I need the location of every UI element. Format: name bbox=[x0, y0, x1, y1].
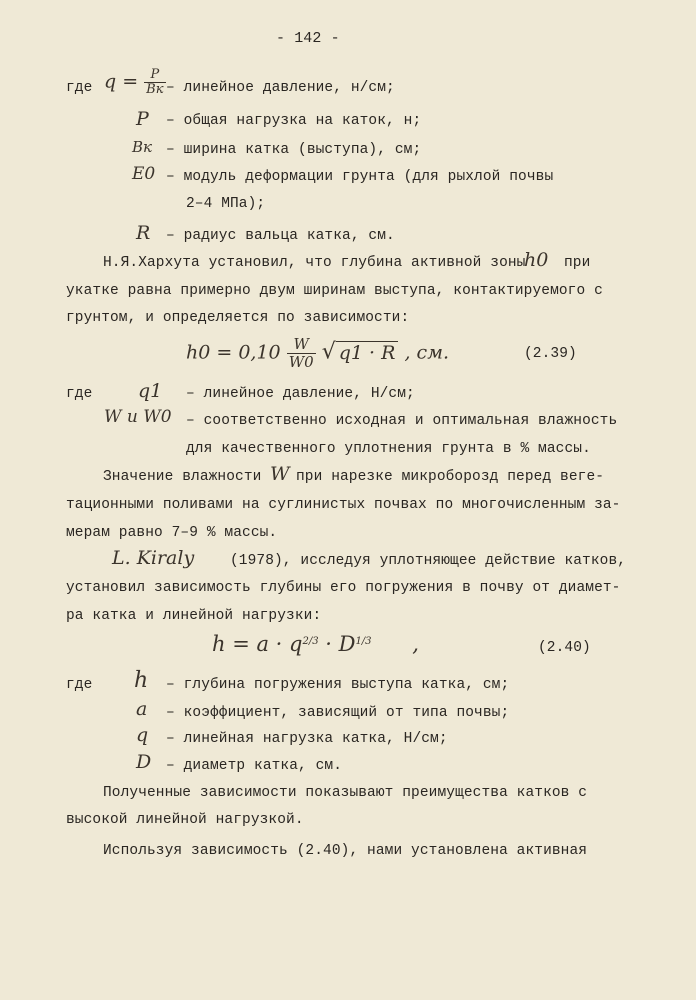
definition-text: – линейное давление, н/см; bbox=[166, 80, 395, 96]
q-formula-lhs: q = bbox=[104, 70, 139, 93]
symbol-e0: E0 bbox=[132, 164, 156, 184]
symbol-w: W bbox=[270, 463, 290, 485]
author-name: L. Kiraly bbox=[112, 547, 195, 569]
definition-text: – линейное давление, Н/см; bbox=[186, 386, 415, 402]
definition-text: – коэффициент, зависящий от типа почвы; bbox=[166, 705, 510, 721]
page-number: - 142 - bbox=[276, 30, 340, 47]
q-formula-fraction bbox=[144, 68, 165, 97]
where-label: где bbox=[66, 80, 93, 96]
q-formula-denominator: Bк bbox=[146, 82, 164, 97]
definition-text: – общая нагрузка на каток, н; bbox=[166, 113, 422, 129]
eq240-exponent-1: 2/3 bbox=[302, 636, 319, 647]
equation-2-40 bbox=[212, 632, 419, 656]
equation-number: (2.39) bbox=[524, 346, 577, 362]
symbol-r: R bbox=[136, 222, 151, 244]
eq239-lhs: h0 = 0,10 bbox=[186, 341, 281, 364]
where-label: где bbox=[66, 677, 93, 693]
definition-text: – диаметр катка, см. bbox=[166, 758, 343, 774]
symbol-p: P bbox=[136, 108, 149, 130]
paragraph-line: тационными поливами на суглинистых почвах по многочисленным за- bbox=[66, 497, 621, 513]
eq239-denominator: W0 bbox=[288, 353, 314, 371]
definition-text: – глубина погружения выступа катка, см; bbox=[166, 677, 510, 693]
symbol-q: q bbox=[136, 724, 149, 746]
paragraph-line: грунтом, и определяется по зависимости: bbox=[66, 310, 410, 326]
paragraph-line: при нарезке микроборозд перед веге- bbox=[296, 469, 605, 485]
symbol-d: D bbox=[136, 751, 152, 773]
eq240-formula: h = a · q bbox=[212, 632, 303, 656]
symbol-q1: q1 bbox=[138, 380, 163, 402]
definition-text: – соответственно исходная и оптимальная влажность bbox=[186, 413, 618, 429]
eq240-exponent-2: 1/3 bbox=[355, 636, 372, 647]
eq240-mid: · D bbox=[325, 632, 356, 656]
paragraph-line: при bbox=[564, 255, 591, 271]
symbol-h0: h0 bbox=[524, 249, 549, 271]
equation-2-39 bbox=[186, 336, 449, 371]
definition-text: для качественного уплотнения грунта в % массы. bbox=[186, 441, 591, 457]
eq239-fraction bbox=[287, 336, 316, 371]
q-formula-numerator: P bbox=[144, 68, 165, 83]
definition-text: 2–4 МПа); bbox=[186, 196, 266, 212]
symbol-h: h bbox=[134, 668, 149, 693]
paragraph-line: мерам равно 7–9 % массы. bbox=[66, 525, 278, 541]
definition-text: – модуль деформации грунта (для рыхлой почвы bbox=[166, 169, 554, 185]
symbol-bk: Bк bbox=[132, 138, 152, 156]
paragraph-line: высокой линейной нагрузкой. bbox=[66, 812, 304, 828]
paragraph-line: ра катка и линейной нагрузки: bbox=[66, 608, 322, 624]
paragraph-line: установил зависимость глубины его погружения в почву от диамет- bbox=[66, 580, 621, 596]
definition-text: – линейная нагрузка катка, Н/см; bbox=[166, 731, 448, 747]
symbol-a: a bbox=[136, 698, 148, 720]
sqrt-sign: √ bbox=[321, 339, 336, 365]
paragraph-line: Полученные зависимости показывают преимущества катков с bbox=[103, 785, 588, 801]
equation-number: (2.40) bbox=[538, 640, 591, 656]
definition-text: – ширина катка (выступа), см; bbox=[166, 142, 422, 158]
eq239-unit: , см. bbox=[404, 341, 449, 364]
paragraph-line: укатке равна примерно двум ширинам выступа, контактируемого с bbox=[66, 283, 603, 299]
eq239-numerator: W bbox=[287, 336, 316, 354]
eq239-root: q1 · R bbox=[336, 341, 399, 364]
paragraph-line: Значение влажности bbox=[103, 469, 262, 485]
symbol-w-and-w0: W и W0 bbox=[104, 407, 172, 427]
where-label: где bbox=[66, 386, 93, 402]
paragraph-line: (1978), исследуя уплотняющее действие катков, bbox=[230, 553, 627, 569]
definition-text: – радиус вальца катка, см. bbox=[166, 228, 395, 244]
paragraph-line: Н.Я.Хархута установил, что глубина активной зоны bbox=[103, 255, 526, 271]
eq240-tail: , bbox=[412, 632, 419, 656]
paragraph-line: Используя зависимость (2.40), нами установлена активная bbox=[103, 843, 588, 859]
q-formula bbox=[104, 68, 166, 97]
